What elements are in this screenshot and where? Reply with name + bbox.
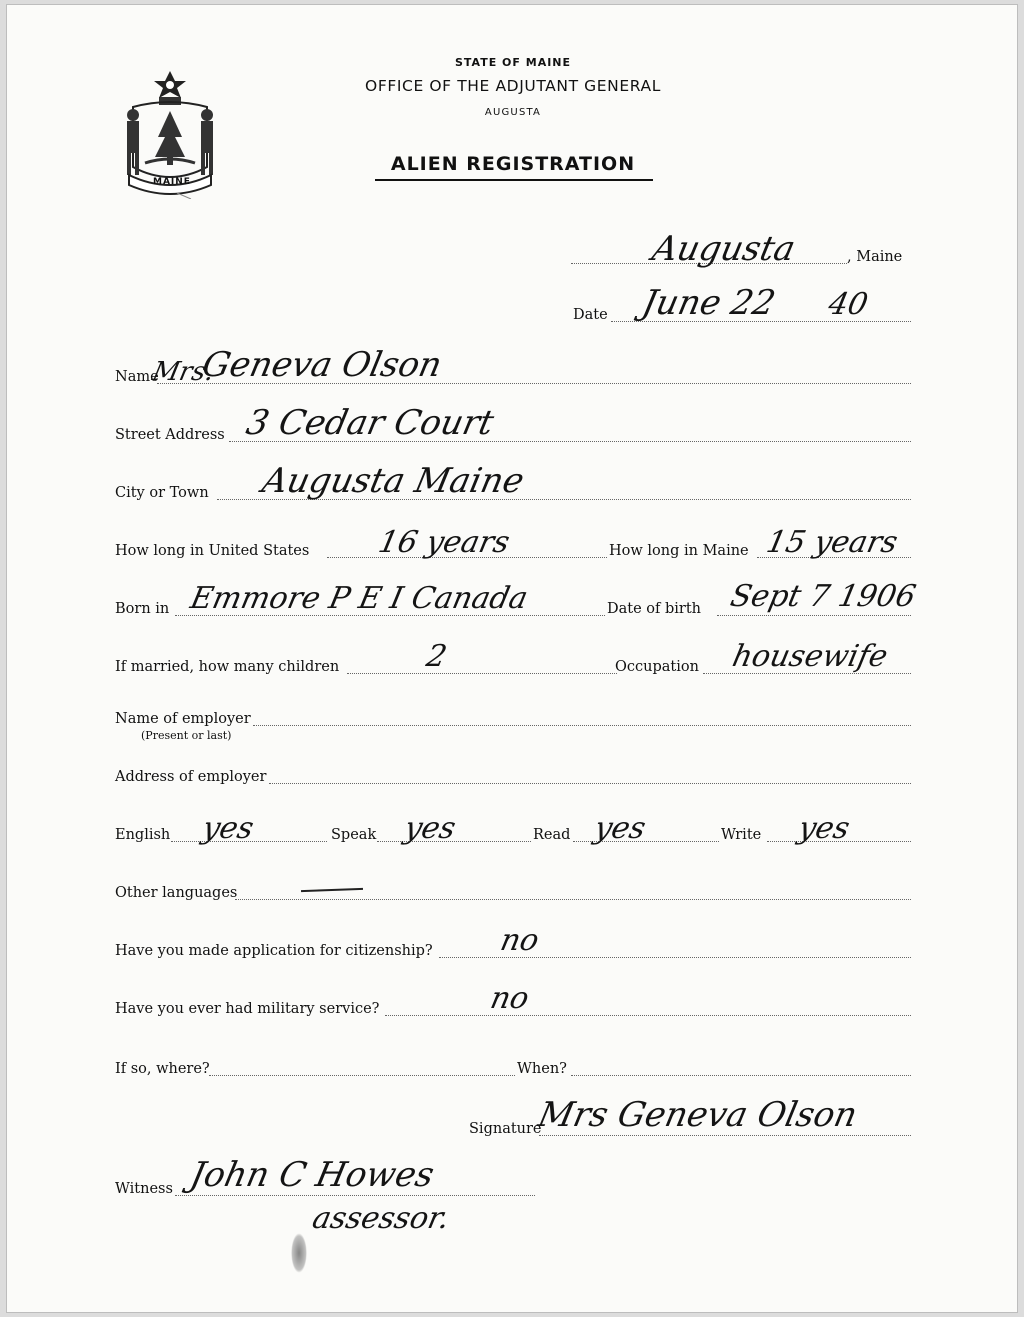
write-value: yes xyxy=(795,811,853,846)
maine-suffix: , Maine xyxy=(847,249,903,265)
office-heading: OFFICE OF THE ADJUTANT GENERAL xyxy=(365,77,661,95)
citizenship-label: Have you made application for citizenship? xyxy=(115,943,433,959)
service-when-label: When? xyxy=(517,1061,567,1077)
form-title: ALIEN REGISTRATION xyxy=(390,153,636,175)
speak-line xyxy=(377,841,531,842)
speak-label: Speak xyxy=(331,827,377,843)
employer-name-line xyxy=(253,725,911,726)
read-value: yes xyxy=(591,811,649,846)
years-in-us-value: 16 years xyxy=(375,525,513,560)
name-label: Name xyxy=(115,369,159,385)
city-or-town-label: City or Town xyxy=(115,485,209,501)
ink-smudge xyxy=(291,1233,307,1273)
date-of-birth-value: Sept 7 1906 xyxy=(727,579,919,614)
service-where-label: If so, where? xyxy=(115,1061,210,1077)
years-in-maine-label: How long in Maine xyxy=(609,543,749,559)
years-in-us-label: How long in United States xyxy=(115,543,310,559)
born-in-value: Emmore P E I Canada xyxy=(187,581,531,616)
registration-form xyxy=(6,4,1018,1313)
name-prefix-value: Mrs. xyxy=(149,357,217,387)
children-label: If married, how many children xyxy=(115,659,340,675)
citizenship-value: no xyxy=(497,923,543,958)
date-of-birth-label: Date of birth xyxy=(607,601,702,617)
employer-name-label: Name of employer xyxy=(115,711,251,727)
city-or-town-value: Augusta Maine xyxy=(258,461,528,501)
witness-title-value: assessor. xyxy=(309,1201,453,1236)
children-value: 2 xyxy=(423,639,450,674)
english-label: English xyxy=(115,827,171,843)
occupation-value: housewife xyxy=(729,639,891,674)
occupation-label: Occupation xyxy=(615,659,699,675)
date-label: Date xyxy=(573,307,608,323)
date-year-value: 40 xyxy=(825,287,871,322)
military-service-label: Have you ever had military service? xyxy=(115,1001,380,1017)
state-heading: STATE OF MAINE xyxy=(454,56,572,69)
signature-label: Signature xyxy=(469,1121,542,1137)
military-service-value: no xyxy=(487,981,533,1016)
witness-line xyxy=(175,1195,535,1196)
street-address-label: Street Address xyxy=(115,427,225,443)
service-where-line xyxy=(209,1075,515,1076)
city-heading: AUGUSTA xyxy=(484,107,542,118)
signature-value: Mrs Geneva Olson xyxy=(534,1095,861,1135)
read-label: Read xyxy=(533,827,571,843)
english-value: yes xyxy=(199,811,257,846)
children-line xyxy=(347,673,617,674)
employer-address-label: Address of employer xyxy=(115,769,267,785)
employer-name-sublabel: (Present or last) xyxy=(141,729,232,742)
signature-line xyxy=(539,1135,911,1136)
name-value: Geneva Olson xyxy=(198,345,446,385)
witness-label: Witness xyxy=(115,1181,173,1197)
other-languages-label: Other languages xyxy=(115,885,238,901)
born-in-label: Born in xyxy=(115,601,170,617)
other-languages-dash xyxy=(301,888,363,892)
years-in-maine-value: 15 years xyxy=(763,525,901,560)
title-underline xyxy=(375,179,653,181)
seal-banner-text: MAINE xyxy=(153,177,191,187)
street-address-value: 3 Cedar Court xyxy=(242,403,498,443)
witness-signature-value: John C Howes xyxy=(186,1155,438,1195)
town-value: Augusta xyxy=(648,229,799,269)
date-of-birth-line xyxy=(717,615,911,616)
date-month-day-value: June 22 xyxy=(638,283,779,323)
military-service-line xyxy=(385,1015,911,1016)
write-label: Write xyxy=(721,827,762,843)
employer-address-line xyxy=(269,783,911,784)
other-languages-line xyxy=(235,899,911,900)
speak-value: yes xyxy=(401,811,459,846)
service-when-line xyxy=(571,1075,911,1076)
